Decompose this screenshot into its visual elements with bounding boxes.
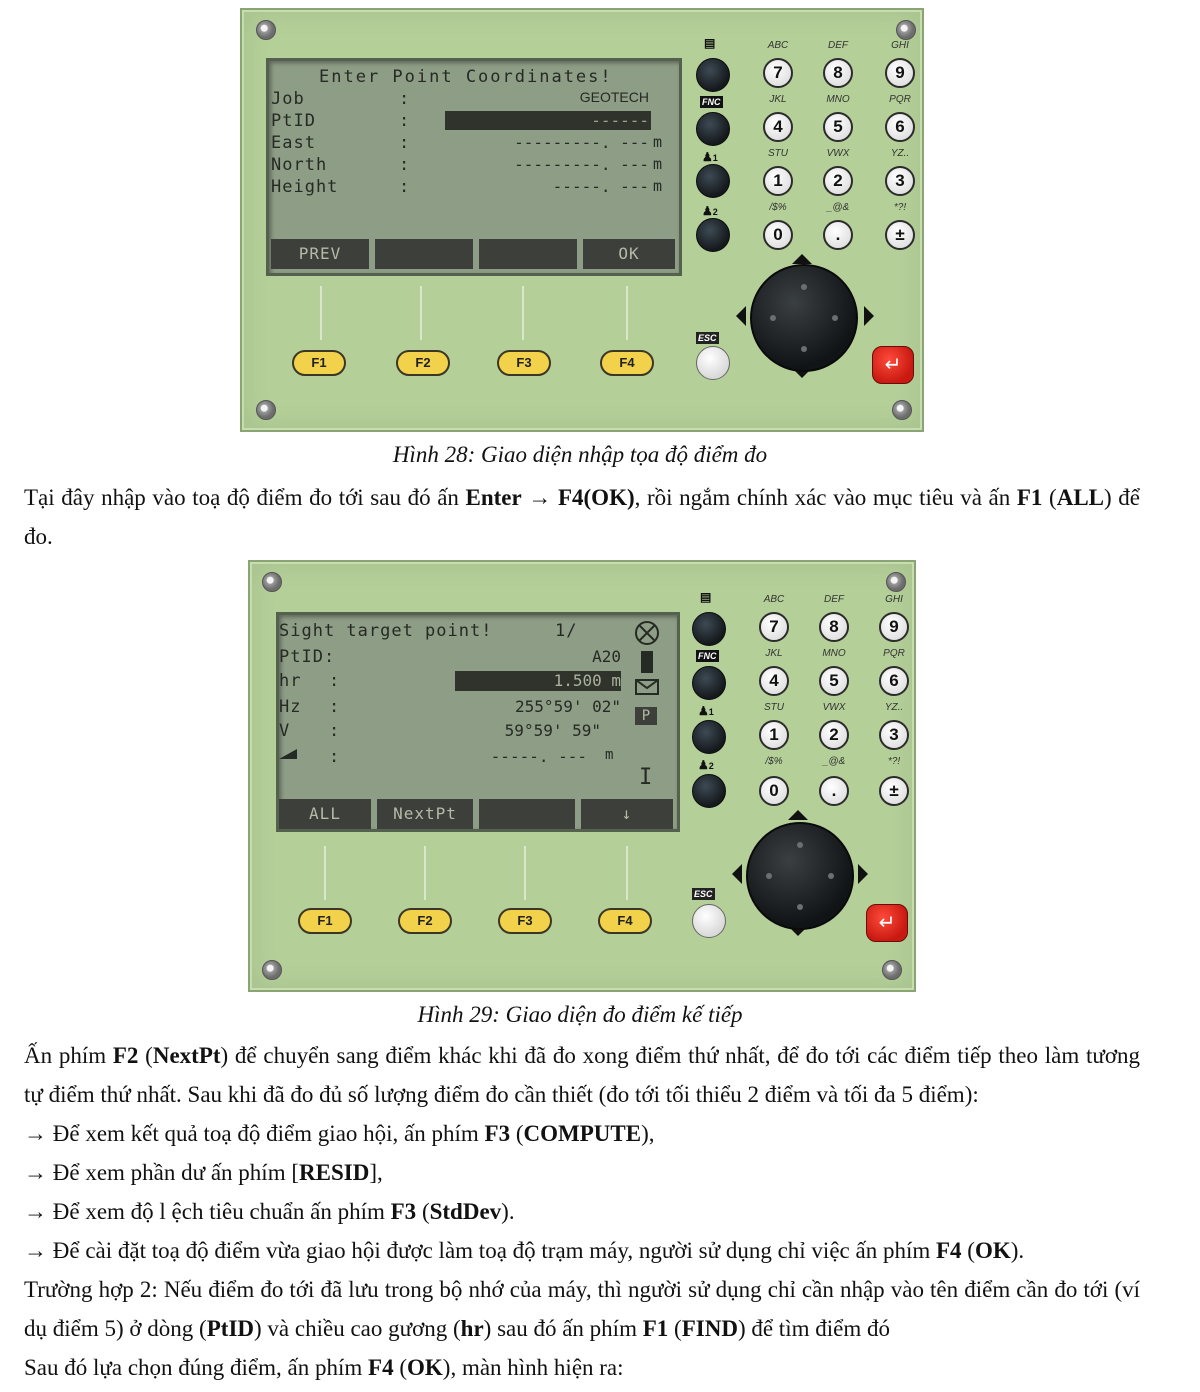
height-unit: m — [653, 177, 664, 195]
softkey-down[interactable]: ↓ — [581, 799, 673, 829]
key-label: ABC — [763, 594, 785, 605]
fnc-key[interactable] — [692, 666, 726, 700]
row-sep: : — [329, 721, 341, 741]
f2-key[interactable]: F2 — [396, 350, 450, 376]
esc-key[interactable] — [696, 346, 730, 380]
text: ), — [641, 1121, 655, 1146]
user1-icon: ♟1 — [698, 704, 714, 718]
target-prism-icon — [633, 619, 661, 647]
list-item — [24, 1153, 1140, 1192]
user2-icon: ♟2 — [702, 204, 718, 218]
arrow-right-icon[interactable] — [864, 306, 874, 326]
screw-icon — [886, 572, 906, 592]
key-1[interactable]: 1 — [763, 166, 793, 196]
fnc-label: FNC — [698, 651, 717, 661]
key-ref: F3 — [390, 1199, 417, 1224]
key-ref: NextPt — [152, 1043, 221, 1068]
instrument-panel-figure-28 — [240, 8, 924, 432]
lcd-screen — [266, 58, 682, 276]
message-icon — [635, 679, 659, 695]
key-8[interactable]: 8 — [823, 58, 853, 88]
key-label: DEF — [824, 594, 844, 605]
user2-key[interactable] — [696, 218, 730, 252]
page-key[interactable] — [692, 612, 726, 646]
text: ( — [1042, 485, 1057, 510]
key-5[interactable]: 5 — [819, 666, 849, 696]
row-sep: : — [329, 697, 341, 717]
document-icon: ▤ — [704, 36, 716, 50]
instrument-panel-figure-29 — [248, 560, 916, 992]
key-plusminus[interactable]: ± — [885, 220, 915, 250]
key-7[interactable]: 7 — [759, 612, 789, 642]
page-key[interactable] — [696, 58, 730, 92]
softkey-3[interactable] — [479, 239, 577, 269]
row-label-v: V — [279, 721, 291, 741]
screw-icon — [882, 960, 902, 980]
row-sep: : — [329, 671, 341, 691]
text: , rồi ngắm chính xác vào mục tiêu và ấn — [634, 485, 1017, 510]
esc-label: ESC — [694, 889, 713, 899]
east-value: ---------. --- — [514, 133, 649, 152]
key-label: PQR — [889, 94, 911, 105]
text: ( — [138, 1043, 153, 1068]
divider — [320, 286, 322, 340]
key-plusminus[interactable]: ± — [879, 776, 909, 806]
row-label-north: North — [271, 155, 328, 175]
list-item — [24, 1114, 1140, 1153]
north-unit: m — [653, 155, 664, 173]
user1-key[interactable] — [696, 164, 730, 198]
user1-key[interactable] — [692, 720, 726, 754]
key-label: STU — [768, 148, 788, 159]
key-9[interactable]: 9 — [885, 58, 915, 88]
key-ref: FIND — [681, 1316, 738, 1341]
divider — [424, 846, 426, 900]
screen-title: Enter Point Coordinates! — [319, 67, 613, 87]
text: → Để xem phần dư ấn phím [ — [24, 1160, 299, 1185]
f4-key[interactable]: F4 — [598, 908, 652, 934]
softkey-ok[interactable]: OK — [583, 239, 675, 269]
enter-key[interactable]: ↵ — [872, 346, 914, 384]
key-label: YZ.. — [890, 148, 910, 159]
key-ref: RESID — [299, 1160, 370, 1185]
text-cursor-icon: I — [639, 765, 653, 790]
softkey-nextpt[interactable]: NextPt — [377, 799, 473, 829]
f2-key[interactable]: F2 — [398, 908, 452, 934]
text: → Để cài đặt toạ độ điểm vừa giao hội được làm toạ độ trạm máy, người sử dụng chỉ việc ấn phím — [24, 1238, 936, 1263]
key-ref: COMPUTE — [523, 1121, 642, 1146]
key-3[interactable]: 3 — [885, 166, 915, 196]
list-item — [24, 1192, 1140, 1231]
nav-dot — [766, 873, 772, 879]
paragraph-3-text — [24, 1270, 1140, 1348]
key-1[interactable]: 1 — [759, 720, 789, 750]
key-label: *?! — [887, 756, 901, 767]
key-4[interactable]: 4 — [759, 666, 789, 696]
user2-icon: ♟2 — [698, 758, 714, 772]
user1-label: 1 — [708, 707, 714, 717]
text: ) sau đó ấn phím — [483, 1316, 643, 1341]
screw-icon — [262, 572, 282, 592]
nav-dot — [801, 346, 807, 352]
list-item — [24, 1231, 1140, 1270]
divider — [522, 286, 524, 340]
softkey-prev[interactable]: PREV — [271, 239, 369, 269]
text: Sau đó lựa chọn đúng điểm, ấn phím — [24, 1355, 369, 1380]
key-label: /$% — [769, 202, 787, 213]
key-label: STU — [764, 702, 784, 713]
key-ref: F4(OK) — [557, 485, 635, 510]
hr-value: 1.500 m — [553, 671, 621, 690]
text: ) để tìm điểm đó — [737, 1316, 890, 1341]
user2-key[interactable] — [692, 774, 726, 808]
document-icon: ▤ — [700, 590, 712, 604]
height-value: -----. --- — [552, 177, 649, 196]
row-label-hr: hr — [279, 671, 302, 691]
screw-icon — [256, 400, 276, 420]
job-value: GEOTECH — [579, 89, 649, 105]
hz-value: 255°59' 02" — [515, 697, 621, 716]
row-sep: : — [399, 155, 411, 175]
paragraph-2 — [24, 1036, 1140, 1387]
navigation-pad[interactable] — [746, 822, 854, 930]
key-label: DEF — [828, 40, 848, 51]
key-ref: F2 — [112, 1043, 139, 1068]
north-value: ---------. --- — [514, 155, 649, 174]
key-0[interactable]: 0 — [759, 776, 789, 806]
text: ( — [416, 1199, 430, 1224]
f1-key[interactable]: F1 — [298, 908, 352, 934]
key-5[interactable]: 5 — [823, 112, 853, 142]
user2-label: 2 — [708, 761, 714, 771]
ptid-value: ------ — [591, 111, 649, 130]
fnc-label: FNC — [702, 97, 721, 107]
paragraph-2-text — [24, 1036, 1140, 1114]
key-6[interactable]: 6 — [879, 666, 909, 696]
user1-label: 1 — [712, 153, 718, 163]
key-ref: Enter — [465, 485, 522, 510]
text: → — [521, 485, 558, 510]
key-ref: F4 — [368, 1355, 394, 1380]
screen-title: Sight target point! — [279, 621, 493, 641]
arrow-right-icon[interactable] — [858, 864, 868, 884]
text: ( — [393, 1355, 407, 1380]
text: ( — [510, 1121, 524, 1146]
nav-dot — [828, 873, 834, 879]
arrow-left-icon[interactable] — [732, 864, 742, 884]
key-label: VWX — [826, 148, 850, 159]
key-ref: hr — [460, 1316, 484, 1341]
figure-28-caption: Hình 28: Giao diện nhập tọa độ điểm đo — [392, 442, 768, 467]
key-ref: StdDev — [429, 1199, 502, 1224]
key-ref: PtID — [206, 1316, 255, 1341]
key-2[interactable]: 2 — [819, 720, 849, 750]
screw-icon — [262, 960, 282, 980]
text: ( — [668, 1316, 682, 1341]
paragraph-1 — [24, 478, 1140, 556]
key-2[interactable]: 2 — [823, 166, 853, 196]
nav-dot — [797, 842, 803, 848]
slope-distance-icon — [279, 749, 297, 759]
text: Tại đây nhập vào toạ độ điểm đo tới sau đó ấn — [24, 485, 466, 510]
divider — [524, 846, 526, 900]
divider — [626, 286, 628, 340]
key-7[interactable]: 7 — [763, 58, 793, 88]
key-label: GHI — [885, 594, 903, 605]
row-label-job: Job — [271, 89, 305, 109]
key-label: _@& — [822, 756, 846, 767]
key-label: PQR — [883, 648, 905, 659]
key-8[interactable]: 8 — [819, 612, 849, 642]
screw-icon — [892, 400, 912, 420]
key-ref: F1 — [1016, 485, 1043, 510]
key-ref: F1 — [642, 1316, 669, 1341]
key-dot[interactable]: . — [823, 220, 853, 250]
lcd-screen — [276, 612, 680, 832]
f3-key[interactable]: F3 — [498, 908, 552, 934]
text: ( — [961, 1238, 975, 1263]
key-label: JKL — [765, 648, 783, 659]
page-indicator: 1/ — [555, 621, 578, 641]
row-sep: : — [399, 111, 411, 131]
screw-icon — [896, 20, 916, 40]
key-ref: F3 — [484, 1121, 511, 1146]
softkey-all[interactable]: ALL — [279, 799, 371, 829]
softkey-3[interactable] — [479, 799, 575, 829]
v-value: 59°59' 59" — [504, 721, 601, 740]
distance-value: -----. --- — [490, 747, 587, 766]
f1-key[interactable]: F1 — [292, 350, 346, 376]
distance-unit: m — [605, 747, 615, 763]
softkey-2[interactable] — [375, 239, 473, 269]
key-dot[interactable]: . — [819, 776, 849, 806]
arrow-left-icon[interactable] — [736, 306, 746, 326]
f3-key[interactable]: F3 — [497, 350, 551, 376]
row-sep: : — [399, 133, 411, 153]
key-ref: F4 — [935, 1238, 962, 1263]
arrow-up-icon[interactable] — [788, 810, 808, 820]
key-label: _@& — [826, 202, 850, 213]
text: ], — [369, 1160, 383, 1185]
row-label-height: Height — [271, 177, 339, 197]
text: → Để xem độ l ệch tiêu chuẩn ấn phím — [24, 1199, 391, 1224]
esc-label: ESC — [698, 333, 717, 343]
key-ref: OK — [407, 1355, 443, 1380]
text: ) để đo. — [24, 485, 1140, 549]
key-6[interactable]: 6 — [885, 112, 915, 142]
navigation-pad[interactable] — [750, 264, 858, 372]
key-label: GHI — [891, 40, 909, 51]
arrow-up-icon[interactable] — [792, 254, 812, 264]
text: ). — [501, 1199, 515, 1224]
key-label: JKL — [769, 94, 787, 105]
row-sep: : — [329, 747, 341, 767]
key-0[interactable]: 0 — [763, 220, 793, 250]
status-p-badge: P — [635, 707, 657, 725]
row-label-ptid: PtID: — [279, 647, 336, 667]
nav-dot — [797, 904, 803, 910]
battery-icon — [641, 651, 653, 673]
nav-dot — [801, 284, 807, 290]
enter-key[interactable]: ↵ — [866, 904, 908, 942]
row-label-east: East — [271, 133, 316, 153]
row-label-ptid: PtID — [271, 111, 316, 131]
key-label: ABC — [767, 40, 789, 51]
key-label: *?! — [893, 202, 907, 213]
key-label: /$% — [765, 756, 783, 767]
esc-key[interactable] — [692, 904, 726, 938]
divider — [324, 846, 326, 900]
row-label-hz: Hz — [279, 697, 302, 717]
text: ). — [1010, 1238, 1025, 1263]
screw-icon — [256, 20, 276, 40]
text: Ấn phím — [24, 1043, 113, 1068]
user2-label: 2 — [712, 207, 718, 217]
key-ref: ALL — [1056, 485, 1105, 510]
text: Trường hợp 2: Nếu điểm đo tới đã lưu trong bộ nhớ của máy, thì người sử dụng chỉ cần nhập vào tên điểm cần đo tới (ví dụ điểm 5) ở dòng ( — [24, 1277, 1140, 1341]
nav-dot — [770, 315, 776, 321]
nav-dot — [832, 315, 838, 321]
row-sep: : — [399, 177, 411, 197]
east-unit: m — [653, 133, 664, 151]
fnc-key[interactable] — [696, 112, 730, 146]
ptid-value: A20 — [592, 647, 621, 666]
key-4[interactable]: 4 — [763, 112, 793, 142]
key-label: VWX — [822, 702, 846, 713]
figure-29-caption: Hình 29: Giao diện đo điểm kế tiếp — [417, 1002, 743, 1027]
key-label: YZ.. — [884, 702, 904, 713]
key-9[interactable]: 9 — [879, 612, 909, 642]
text: ) để chuyển sang điểm khác khi đã đo xong điểm thứ nhất, để đo tới các điểm tiếp theo làm tương tự điểm thứ nhất. Sau khi đã đo đủ số lượng điểm đo cần thiết (đo tới tối thiểu 2 điểm và tối đa 5 điểm): — [24, 1043, 1140, 1107]
text: ) và chiều cao gương ( — [254, 1316, 461, 1341]
divider — [626, 846, 628, 900]
text: ), màn hình hiện ra: — [442, 1355, 624, 1380]
key-3[interactable]: 3 — [879, 720, 909, 750]
key-label: MNO — [822, 648, 846, 659]
divider — [420, 286, 422, 340]
text: → Để xem kết quả toạ độ điểm giao hội, ấn phím — [24, 1121, 485, 1146]
user1-icon: ♟1 — [702, 150, 718, 164]
paragraph-4-text — [24, 1348, 1140, 1387]
key-ref: OK — [974, 1238, 1011, 1263]
row-sep: : — [399, 89, 411, 109]
f4-key[interactable]: F4 — [600, 350, 654, 376]
key-label: MNO — [826, 94, 850, 105]
